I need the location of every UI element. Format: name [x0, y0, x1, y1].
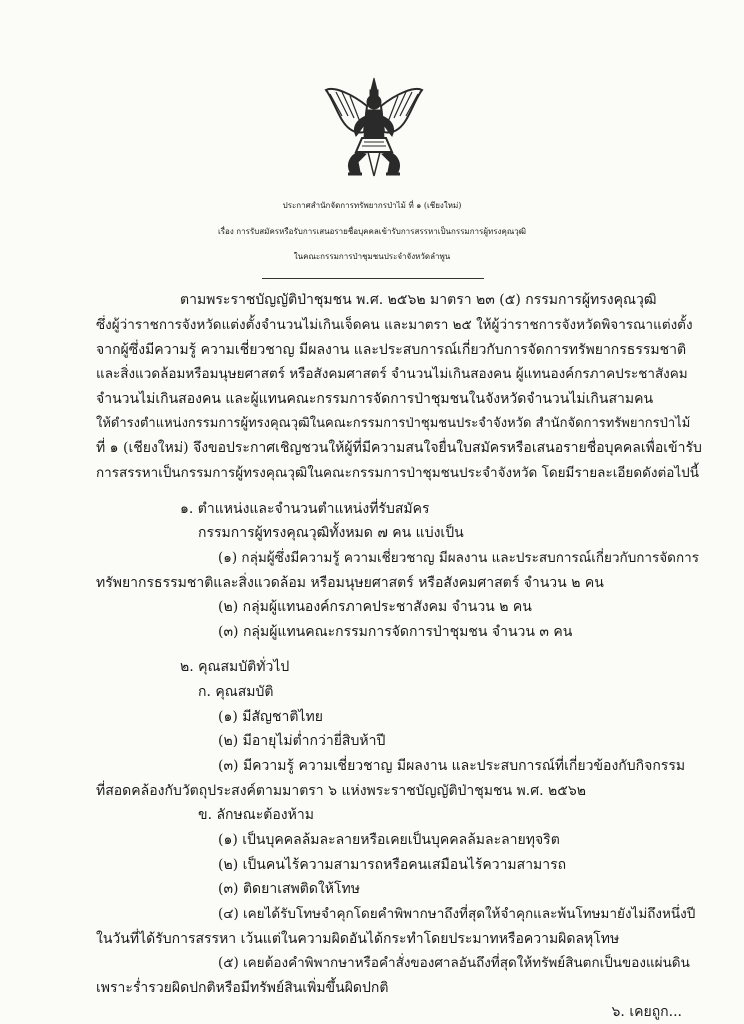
- intro-paragraph-line: ที่ ๑ (เชียงใหม่) จึงขอประกาศเชิญชวนให้ผู้ที่มีความสนใจยื่นใบสมัครหรือเสนอรายชื่อบุคคลเพื่อเข้ารับ: [96, 440, 702, 456]
- section-1-item: (๑) กลุ่มผู้ซึ่งมีความรู้ ความเชี่ยวชาญ มีผลงาน และประสบการณ์เกี่ยวกับการจัดการ: [218, 550, 699, 566]
- page-continuation: ๖. เคยถูก...: [611, 1004, 682, 1020]
- section-1-item: (๓) กลุ่มผู้แทนคณะกรรมการจัดการป่าชุมชน จำนวน ๓ คน: [218, 624, 573, 640]
- section-1-item: (๒) กลุ่มผู้แทนองค์กรภาคประชาสังคม จำนวน ๒ คน: [218, 599, 532, 615]
- prohibition-item: (๑) เป็นบุคคลล้มละลายหรือเคยเป็นบุคคลล้มละลายทุจริต: [218, 832, 560, 848]
- prohibition-item: (๓) ติดยาเสพติดให้โทษ: [218, 881, 360, 897]
- section-1-item-continued: ทรัพยากรธรรมชาติและสิ่งแวดล้อม หรือมนุษยศาสตร์ หรือสังคมศาสตร์ จำนวน ๒ คน: [96, 575, 604, 591]
- intro-paragraph-line: จากผู้ซึ่งมีความรู้ ความเชี่ยวชาญ มีผลงาน และประสบการณ์เกี่ยวกับการจัดการทรัพยากรธรรมชาติ: [96, 342, 687, 358]
- section-2-heading: ๒. คุณสมบัติทั่วไป: [180, 659, 290, 675]
- qualification-item: (๑) มีสัญชาติไทย: [218, 709, 323, 725]
- intro-paragraph-line: ตามพระราชบัญญัติป่าชุมชน พ.ศ. ๒๕๖๒ มาตรา ๒๓ (๕) กรรมการผู้ทรงคุณวุฒิ: [180, 292, 657, 308]
- section-1-heading: ๑. ตำแหน่งและจำนวนตำแหน่งที่รับสมัคร: [180, 501, 430, 517]
- committee-line: ในคณะกรรมการป่าชุมชนประจำจังหวัดลำพูน: [293, 252, 451, 261]
- qualification-item: (๒) มีอายุไม่ต่ำกว่ายี่สิบห้าปี: [218, 733, 386, 749]
- prohibition-item-continued: เพราะร่ำรวยผิดปกติหรือมีทรัพย์สินเพิ่มขึ้นผิดปกติ: [96, 980, 389, 996]
- intro-paragraph-line: จำนวนไม่เกินสองคน และผู้แทนคณะกรรมการจัดการป่าชุมชนในจังหวัดจำนวนไม่เกินสามคน: [96, 391, 654, 407]
- section-1-subheading: กรรมการผู้ทรงคุณวุฒิทั้งหมด ๗ คน แบ่งเป็น: [198, 525, 464, 541]
- qualification-item-continued: ที่สอดคล้องกับวัตถุประสงค์ตามมาตรา ๖ แห่งพระราชบัญญัติป่าชุมชน พ.ศ. ๒๕๖๒: [96, 783, 586, 799]
- qualification-item: (๓) มีความรู้ ความเชี่ยวชาญ มีผลงาน และประสบการณ์ที่เกี่ยวข้องกับกิจกรรม: [218, 758, 686, 774]
- prohibition-item: (๔) เคยได้รับโทษจำคุกโดยคำพิพากษาถึงที่สุดให้จำคุกและพ้นโทษมายังไม่ถึงหนึ่งปี: [218, 906, 696, 922]
- announcement-title: ประกาศสำนักจัดการทรัพยากรป่าไม้ ที่ ๑ (เชียงใหม่): [282, 201, 462, 210]
- intro-paragraph-line: ให้ดำรงตำแหน่งกรรมการผู้ทรงคุณวุฒิในคณะกรรมการป่าชุมชนประจำจังหวัด สำนักจัดการทรัพยากรป่าไม้: [96, 416, 691, 431]
- garuda-emblem: [322, 76, 426, 180]
- intro-paragraph-line: การสรรหาเป็นกรรมการผู้ทรงคุณวุฒิในคณะกรรมการป่าชุมชนประจำจังหวัด โดยมีรายละเอียดดังต่อไปนี้: [96, 465, 699, 481]
- intro-paragraph-line: ซึ่งผู้ว่าราชการจังหวัดแต่งตั้งจำนวนไม่เกินเจ็ดคน และมาตรา ๒๕ ให้ผู้ว่าราชการจังหวัดพิจารณาแต่งตั้ง: [96, 317, 693, 333]
- prohibition-item: (๕) เคยต้องคำพิพากษาหรือคำสั่งของศาลอันถึงที่สุดให้ทรัพย์สินตกเป็นของแผ่นดิน: [218, 955, 690, 971]
- prohibition-item-continued: ในวันที่ได้รับการสรรหา เว้นแต่ในความผิดอันได้กระทำโดยประมาทหรือความผิดลหุโทษ: [96, 931, 620, 947]
- section-2-subheading: ข. ลักษณะต้องห้าม: [198, 807, 314, 823]
- title-underline: [262, 278, 484, 279]
- section-2-subheading: ก. คุณสมบัติ: [198, 684, 274, 700]
- prohibition-item: (๒) เป็นคนไร้ความสามารถหรือคนเสมือนไร้ความสามารถ: [218, 857, 567, 873]
- subject-line: เรื่อง การรับสมัครหรือรับการเสนอรายชื่อบุคคลเข้ารับการสรรหาเป็นกรรมการผู้ทรงคุณวุฒิ: [218, 227, 526, 236]
- intro-paragraph-line: และสิ่งแวดล้อมหรือมนุษยศาสตร์ หรือสังคมศาสตร์ จำนวนไม่เกินสองคน ผู้แทนองค์กรภาคประชาสังคม: [96, 366, 688, 382]
